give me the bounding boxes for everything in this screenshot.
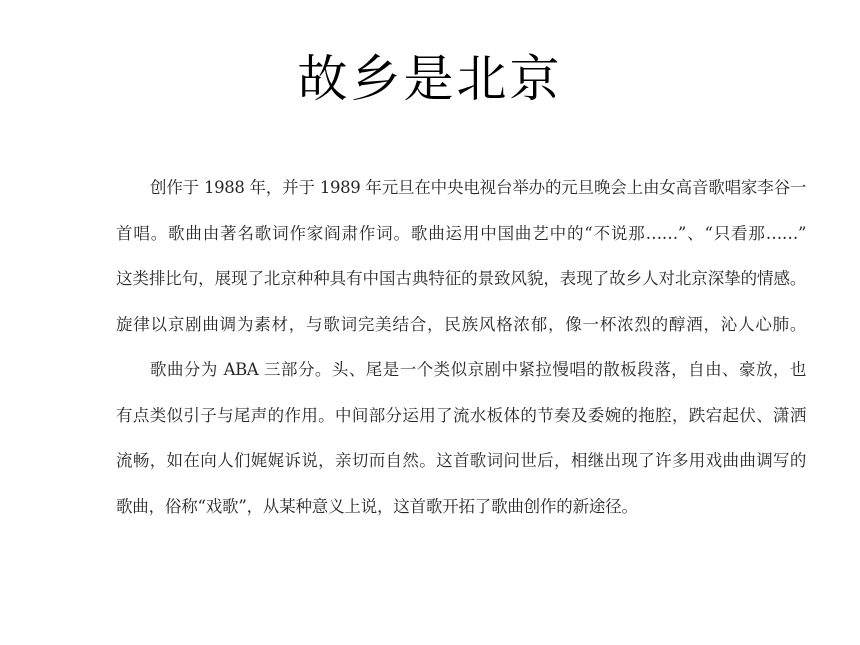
- paragraph-line: 创作于 1988 年，并于 1989 年元旦在中央电视台举办的元旦晚会上由女高音歌唱家李谷一: [150, 178, 806, 197]
- paragraph-1: [116, 165, 806, 347]
- document-title: 故乡是北京: [297, 50, 563, 108]
- paragraph-line: 旋律以京剧曲调为素材，与歌词完美结合，民族风格浓郁，像一杯浓烈的醇酒，沁人心肺。: [116, 314, 806, 334]
- paragraph-line: 流畅，如在向人们娓娓诉说，亲切而自然。这首歌词问世后，相继出现了许多用戏曲曲调写的: [116, 451, 806, 470]
- paragraph-line: 这类排比句，展现了北京种种具有中国古典特征的景致风貌，表现了故乡人对北京深挚的情感。: [116, 269, 806, 288]
- paragraph-line: 歌曲，俗称“戏歌”，从某种意义上说，这首歌开拓了歌曲创作的新途径。: [116, 496, 638, 516]
- paragraph-line: 歌曲分为 ABA 三部分。头、尾是一个类似京剧中紧拉慢唱的散板段落，自由、豪放，也: [150, 360, 806, 379]
- paragraph-2: [116, 347, 806, 529]
- paragraph-line: 首唱。歌曲由著名歌词作家阎肃作词。歌曲运用中国曲艺中的“不说那……”、“只看那……”: [116, 223, 806, 243]
- paragraph-line: 有点类似引子与尾声的作用。中间部分运用了流水板体的节奏及委婉的拖腔，跌宕起伏、潇洒: [116, 405, 806, 425]
- document-body: [116, 165, 806, 529]
